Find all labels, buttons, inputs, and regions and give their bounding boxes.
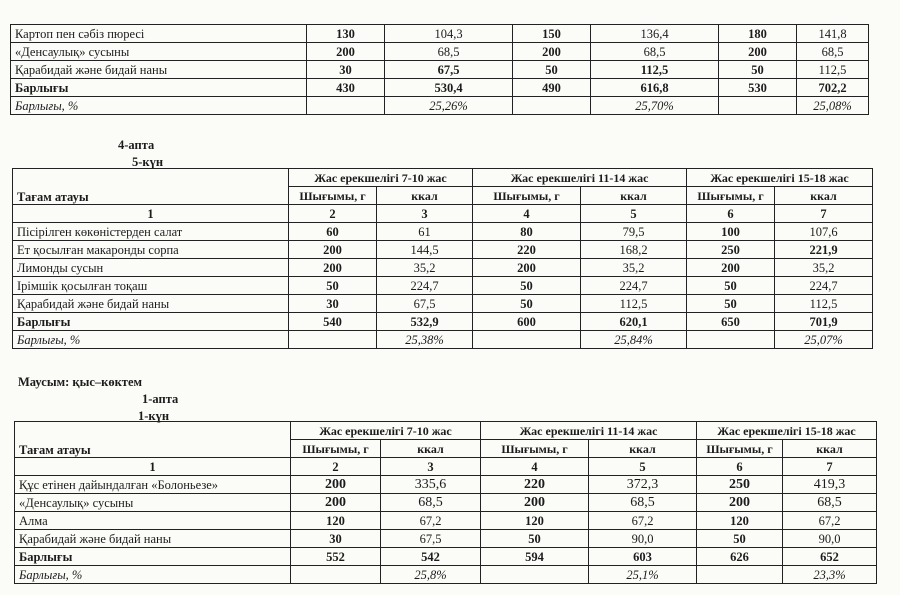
column-number: 6: [687, 205, 775, 223]
kcal-cell: 90,0: [589, 530, 697, 548]
kcal-cell: 419,3: [783, 476, 877, 494]
season-label: Маусым: қыс–көктем: [18, 375, 143, 389]
table-row: [15, 530, 877, 548]
kcal-cell: 104,3: [385, 25, 513, 43]
column-number: 4: [473, 205, 581, 223]
empty-cell: [513, 97, 591, 115]
yield-cell: 120: [291, 512, 381, 530]
kcal-cell: 221,9: [775, 241, 873, 259]
kcal-cell: 68,5: [381, 494, 481, 512]
dish-name: Картоп пен сәбіз пюресі: [11, 25, 307, 43]
total-label: Барлығы: [11, 79, 307, 97]
yield-cell: 120: [697, 512, 783, 530]
kcal-cell: 107,6: [775, 223, 873, 241]
yield-cell: 180: [719, 25, 797, 43]
kcal-cell: 35,2: [775, 259, 873, 277]
empty-cell: [291, 566, 381, 584]
yield-cell: 200: [307, 43, 385, 61]
day-label: 1-күн: [138, 409, 170, 423]
menu-table-week4-day5: [12, 168, 873, 349]
percent-label: Барлығы, %: [11, 97, 307, 115]
yield-cell: 50: [513, 61, 591, 79]
table-row: [11, 43, 869, 61]
yield-cell: 120: [481, 512, 589, 530]
total-kcal: 620,1: [581, 313, 687, 331]
total-yield: 626: [697, 548, 783, 566]
yield-cell: 200: [719, 43, 797, 61]
kcal-cell: 67,2: [589, 512, 697, 530]
age-group-header: Жас ерекшелігі 15-18 жас: [697, 422, 877, 440]
group-header-row: [13, 169, 873, 187]
total-kcal: 616,8: [591, 79, 719, 97]
column-number-row: [15, 458, 877, 476]
dish-name: «Денсаулық» сусыны: [11, 43, 307, 61]
column-number: 6: [697, 458, 783, 476]
percent-row: [13, 331, 873, 349]
yield-cell: 150: [513, 25, 591, 43]
dish-name: «Денсаулық» сусыны: [15, 494, 291, 512]
kcal-header: ккал: [381, 440, 481, 458]
kcal-cell: 112,5: [775, 295, 873, 313]
total-row: [15, 548, 877, 566]
dish-column-header: Тағам атауы: [13, 169, 289, 205]
yield-cell: 50: [481, 530, 589, 548]
percent-value: 25,8%: [381, 566, 481, 584]
previous-menu-table: [10, 24, 869, 115]
kcal-cell: 67,5: [377, 295, 473, 313]
kcal-cell: 144,5: [377, 241, 473, 259]
table-row: [13, 223, 873, 241]
kcal-cell: 61: [377, 223, 473, 241]
kcal-header: ккал: [589, 440, 697, 458]
total-label: Барлығы: [13, 313, 289, 331]
percent-value: 25,07%: [775, 331, 873, 349]
kcal-cell: 68,5: [589, 494, 697, 512]
empty-cell: [289, 331, 377, 349]
kcal-cell: 112,5: [581, 295, 687, 313]
kcal-cell: 112,5: [591, 61, 719, 79]
yield-cell: 200: [289, 241, 377, 259]
table-row: [15, 476, 877, 494]
yield-cell: 50: [289, 277, 377, 295]
empty-cell: [307, 97, 385, 115]
percent-value: 25,26%: [385, 97, 513, 115]
total-kcal: 701,9: [775, 313, 873, 331]
percent-value: 25,70%: [591, 97, 719, 115]
kcal-cell: 68,5: [783, 494, 877, 512]
total-row: [11, 79, 869, 97]
total-yield: 430: [307, 79, 385, 97]
yield-cell: 130: [307, 25, 385, 43]
table-row: [13, 259, 873, 277]
yield-cell: 200: [697, 494, 783, 512]
percent-value: 25,08%: [797, 97, 869, 115]
kcal-cell: 136,4: [591, 25, 719, 43]
yield-cell: 200: [291, 476, 381, 494]
yield-header: Шығымы, г: [289, 187, 377, 205]
kcal-header: ккал: [783, 440, 877, 458]
yield-cell: 200: [473, 259, 581, 277]
column-number: 5: [589, 458, 697, 476]
kcal-cell: 79,5: [581, 223, 687, 241]
yield-cell: 100: [687, 223, 775, 241]
kcal-header: ккал: [581, 187, 687, 205]
column-number: 3: [381, 458, 481, 476]
percent-value: 25,38%: [377, 331, 473, 349]
table-row: [13, 277, 873, 295]
age-group-header: Жас ерекшелігі 15-18 жас: [687, 169, 873, 187]
table-row: [13, 241, 873, 259]
dish-name: Алма: [15, 512, 291, 530]
column-number: 2: [291, 458, 381, 476]
kcal-cell: 68,5: [385, 43, 513, 61]
column-number: 7: [775, 205, 873, 223]
total-yield: 490: [513, 79, 591, 97]
kcal-cell: 168,2: [581, 241, 687, 259]
age-group-header: Жас ерекшелігі 11-14 жас: [481, 422, 697, 440]
total-yield: 594: [481, 548, 589, 566]
kcal-cell: 68,5: [797, 43, 869, 61]
group-header-row: [15, 422, 877, 440]
yield-cell: 50: [719, 61, 797, 79]
kcal-cell: 67,2: [381, 512, 481, 530]
yield-header: Шығымы, г: [481, 440, 589, 458]
percent-row: [15, 566, 877, 584]
percent-label: Барлығы, %: [13, 331, 289, 349]
percent-value: 25,1%: [589, 566, 697, 584]
total-label: Барлығы: [15, 548, 291, 566]
dish-name: Ет қосылған макаронды сорпа: [13, 241, 289, 259]
yield-cell: 250: [687, 241, 775, 259]
dish-name: Құс етінен дайындалған «Болоньезе»: [15, 476, 291, 494]
kcal-cell: 90,0: [783, 530, 877, 548]
percent-value: 25,84%: [581, 331, 687, 349]
table-row: [13, 295, 873, 313]
kcal-cell: 224,7: [581, 277, 687, 295]
dish-name: Лимонды сусын: [13, 259, 289, 277]
total-yield: 540: [289, 313, 377, 331]
age-group-header: Жас ерекшелігі 7-10 жас: [289, 169, 473, 187]
total-kcal: 532,9: [377, 313, 473, 331]
kcal-cell: 35,2: [581, 259, 687, 277]
kcal-cell: 67,5: [385, 61, 513, 79]
kcal-cell: 67,2: [783, 512, 877, 530]
yield-cell: 30: [291, 530, 381, 548]
yield-cell: 220: [473, 241, 581, 259]
yield-cell: 80: [473, 223, 581, 241]
dish-name: Қарабидай және бидай наны: [11, 61, 307, 79]
table-row: [11, 25, 869, 43]
yield-cell: 200: [289, 259, 377, 277]
kcal-cell: 372,3: [589, 476, 697, 494]
dish-name: Пісірілген көкөністерден салат: [13, 223, 289, 241]
dish-name: Ірімшік қосылған тоқаш: [13, 277, 289, 295]
empty-cell: [481, 566, 589, 584]
yield-cell: 50: [687, 295, 775, 313]
empty-cell: [473, 331, 581, 349]
dish-name: Қарабидай және бидай наны: [15, 530, 291, 548]
yield-cell: 60: [289, 223, 377, 241]
kcal-cell: 224,7: [775, 277, 873, 295]
empty-cell: [719, 97, 797, 115]
yield-header: Шығымы, г: [687, 187, 775, 205]
total-kcal: 603: [589, 548, 697, 566]
age-group-header: Жас ерекшелігі 11-14 жас: [473, 169, 687, 187]
yield-cell: 200: [291, 494, 381, 512]
yield-cell: 50: [473, 277, 581, 295]
total-yield: 650: [687, 313, 775, 331]
kcal-header: ккал: [377, 187, 473, 205]
kcal-cell: 68,5: [591, 43, 719, 61]
kcal-cell: 335,6: [381, 476, 481, 494]
yield-cell: 200: [687, 259, 775, 277]
empty-cell: [687, 331, 775, 349]
week-label: 4-апта: [118, 138, 155, 152]
percent-row: [11, 97, 869, 115]
column-number: 7: [783, 458, 877, 476]
day-label: 5-күн: [132, 155, 164, 169]
kcal-cell: 224,7: [377, 277, 473, 295]
table-row: [15, 494, 877, 512]
column-number: 3: [377, 205, 473, 223]
yield-header: Шығымы, г: [291, 440, 381, 458]
table-row: [11, 61, 869, 79]
yield-cell: 250: [697, 476, 783, 494]
dish-name: Қарабидай және бидай наны: [13, 295, 289, 313]
yield-cell: 30: [307, 61, 385, 79]
yield-cell: 50: [697, 530, 783, 548]
column-number: 4: [481, 458, 589, 476]
week-label: 1-апта: [142, 392, 179, 406]
percent-label: Барлығы, %: [15, 566, 291, 584]
yield-cell: 200: [513, 43, 591, 61]
total-yield: 530: [719, 79, 797, 97]
yield-cell: 200: [481, 494, 589, 512]
percent-value: 23,3%: [783, 566, 877, 584]
column-number: 2: [289, 205, 377, 223]
yield-cell: 30: [289, 295, 377, 313]
total-yield: 552: [291, 548, 381, 566]
empty-cell: [697, 566, 783, 584]
age-group-header: Жас ерекшелігі 7-10 жас: [291, 422, 481, 440]
dish-column-header: Тағам атауы: [15, 422, 291, 458]
table-row: [15, 512, 877, 530]
column-number: 1: [13, 205, 289, 223]
kcal-cell: 67,5: [381, 530, 481, 548]
kcal-cell: 141,8: [797, 25, 869, 43]
total-kcal: 702,2: [797, 79, 869, 97]
total-yield: 600: [473, 313, 581, 331]
kcal-cell: 35,2: [377, 259, 473, 277]
yield-header: Шығымы, г: [697, 440, 783, 458]
column-number: 1: [15, 458, 291, 476]
total-kcal: 530,4: [385, 79, 513, 97]
total-kcal: 542: [381, 548, 481, 566]
yield-cell: 50: [473, 295, 581, 313]
kcal-header: ккал: [775, 187, 873, 205]
total-row: [13, 313, 873, 331]
yield-header: Шығымы, г: [473, 187, 581, 205]
yield-cell: 220: [481, 476, 589, 494]
total-kcal: 652: [783, 548, 877, 566]
column-number-row: [13, 205, 873, 223]
menu-table-week1-day1: [14, 421, 877, 584]
yield-cell: 50: [687, 277, 775, 295]
column-number: 5: [581, 205, 687, 223]
kcal-cell: 112,5: [797, 61, 869, 79]
